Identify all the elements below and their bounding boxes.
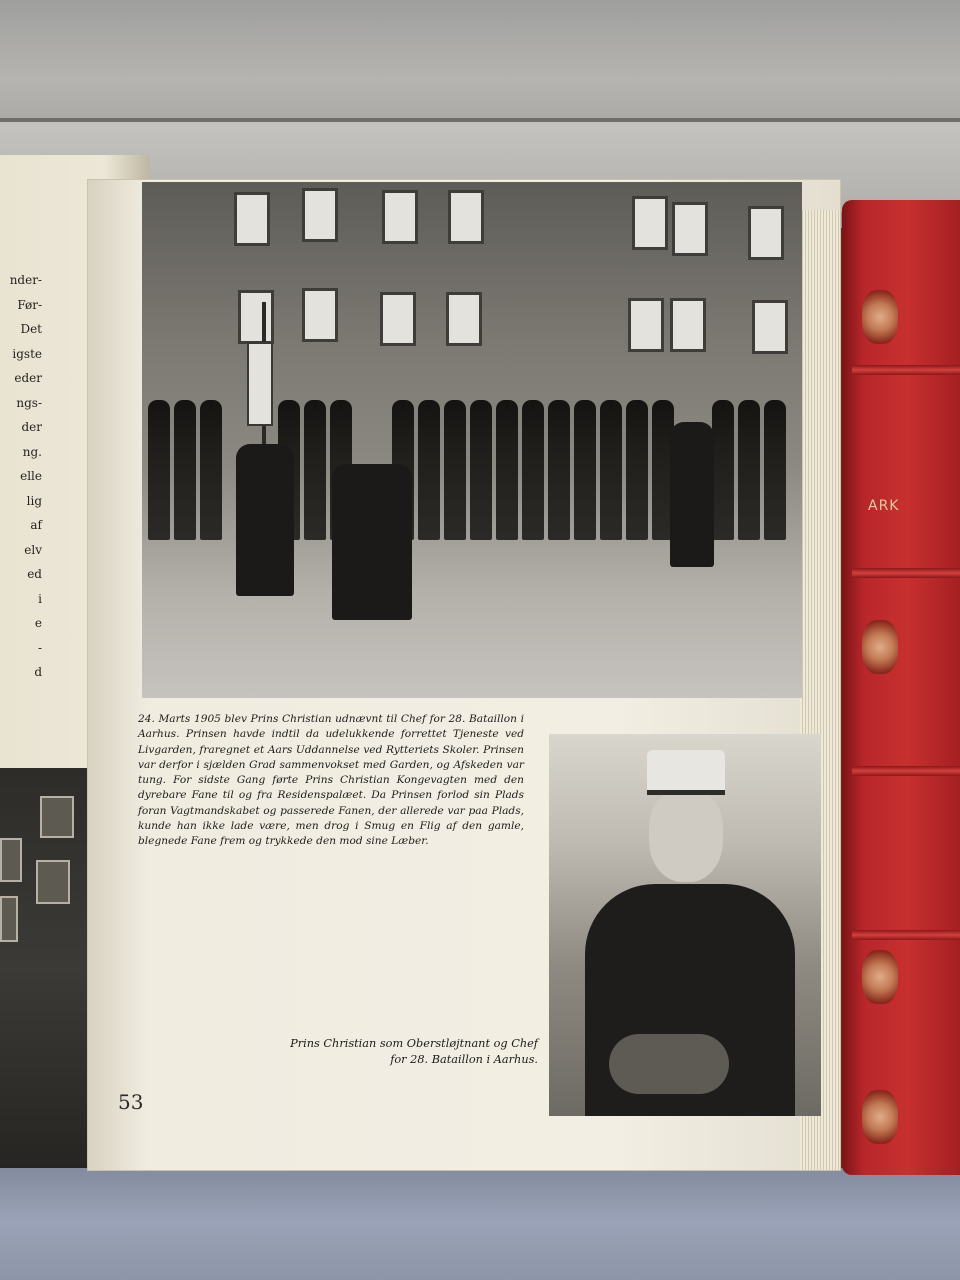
- text-fragment: Det: [20, 322, 42, 336]
- guard-soldier: [470, 400, 492, 540]
- guard-soldier: [600, 400, 622, 540]
- picture-frame: [0, 838, 22, 882]
- text-fragment: elle: [20, 469, 42, 483]
- red-leather-book: [842, 200, 960, 1175]
- guard-soldier: [738, 400, 760, 540]
- guard-soldier: [304, 400, 326, 540]
- text-fragment: Før-: [17, 297, 42, 312]
- building-window: [234, 192, 270, 246]
- text-fragment: igste: [12, 346, 42, 361]
- text-fragment: lig: [26, 493, 42, 508]
- page-number: 53: [118, 1090, 144, 1114]
- building-window: [448, 190, 484, 244]
- text-fragment: nder-: [9, 273, 42, 287]
- building-window: [238, 290, 274, 344]
- guard-parade-photo: [142, 182, 802, 698]
- spine-rib: [852, 766, 960, 776]
- text-fragment: ngs-: [16, 395, 42, 410]
- parade-officer: [670, 422, 714, 567]
- guard-soldier: [200, 400, 222, 540]
- face: [649, 790, 723, 882]
- guard-soldier: [174, 400, 196, 540]
- building-window: [302, 188, 338, 242]
- regimental-flag: [247, 342, 273, 426]
- building-window: [632, 196, 668, 250]
- wood-surface-top: [0, 0, 960, 130]
- text-fragment: -: [37, 640, 42, 655]
- guard-soldier: [522, 400, 544, 540]
- guard-soldier: [764, 400, 786, 540]
- spine-title: ARK: [868, 498, 900, 514]
- text-fragment: eder: [14, 371, 42, 385]
- gilt-ornament: [862, 950, 898, 1004]
- portrait-caption: Prins Christian som Oberstløjtnant og Chef for 28. Bataillon i Aarhus.: [290, 1037, 538, 1066]
- flag-bearer: [236, 444, 294, 596]
- text-fragment: ng.: [22, 444, 42, 459]
- gilt-ornament: [862, 1090, 898, 1144]
- text-fragment: der: [21, 420, 42, 434]
- left-page-photo: [0, 768, 96, 1168]
- building-window: [446, 292, 482, 346]
- text-fragment: i: [38, 591, 42, 606]
- kepi-cap: [647, 750, 725, 795]
- gilt-ornament: [862, 290, 898, 344]
- picture-frame: [40, 796, 74, 838]
- left-page-text: [2, 268, 42, 685]
- guard-soldier: [444, 400, 466, 540]
- hands: [609, 1034, 729, 1094]
- spine-rib: [852, 365, 960, 375]
- guard-soldier: [712, 400, 734, 540]
- building-window: [302, 288, 338, 342]
- prince-portrait-photo: [549, 734, 821, 1116]
- guard-soldier: [496, 400, 518, 540]
- building-window: [672, 202, 708, 256]
- text-fragment: af: [30, 518, 42, 532]
- guard-soldier: [548, 400, 570, 540]
- text-fragment: ed: [27, 567, 42, 581]
- building-window: [628, 298, 664, 352]
- picture-frame: [0, 896, 18, 942]
- building-window: [382, 190, 418, 244]
- guard-soldier: [626, 400, 648, 540]
- spine-rib: [852, 568, 960, 578]
- prince-officer: [332, 464, 412, 620]
- building-window: [748, 206, 784, 260]
- spine-rib: [852, 930, 960, 940]
- picture-frame: [36, 860, 70, 904]
- text-fragment: d: [34, 665, 42, 679]
- building-window: [670, 298, 706, 352]
- guard-soldier: [148, 400, 170, 540]
- building-window: [752, 300, 788, 354]
- guard-soldier: [574, 400, 596, 540]
- photo-caption: 24. Marts 1905 blev Prins Christian udnævnt til Chef for 28. Bataillon i Aarhus. Prinsen havde indtil da udelukkende forrettet Tjeneste ved Livgarden, fraregnet et Aars Uddannelse ved Rytteriets Skoler. Prinsen var derfor i sjælden Grad sammenvokset med Garden, og Afskeden var tung. For sidste Gang førte Prins Christian Kongevagten med den dyrebare Fane til og fra Residenspalæet. Da Prinsen forlod sin Plads foran Vagtmandskabet og passerede Fanen, der allerede var paa Plads, kunde han ikke lade være, men drog i Smug en Flig af den gamle, blegnede Fane frem og trykkede den mod sine Læber.: [138, 713, 524, 848]
- text-fragment: e: [34, 616, 42, 630]
- guard-soldier: [418, 400, 440, 540]
- gilt-ornament: [862, 620, 898, 674]
- text-fragment: elv: [24, 542, 42, 557]
- building-window: [380, 292, 416, 346]
